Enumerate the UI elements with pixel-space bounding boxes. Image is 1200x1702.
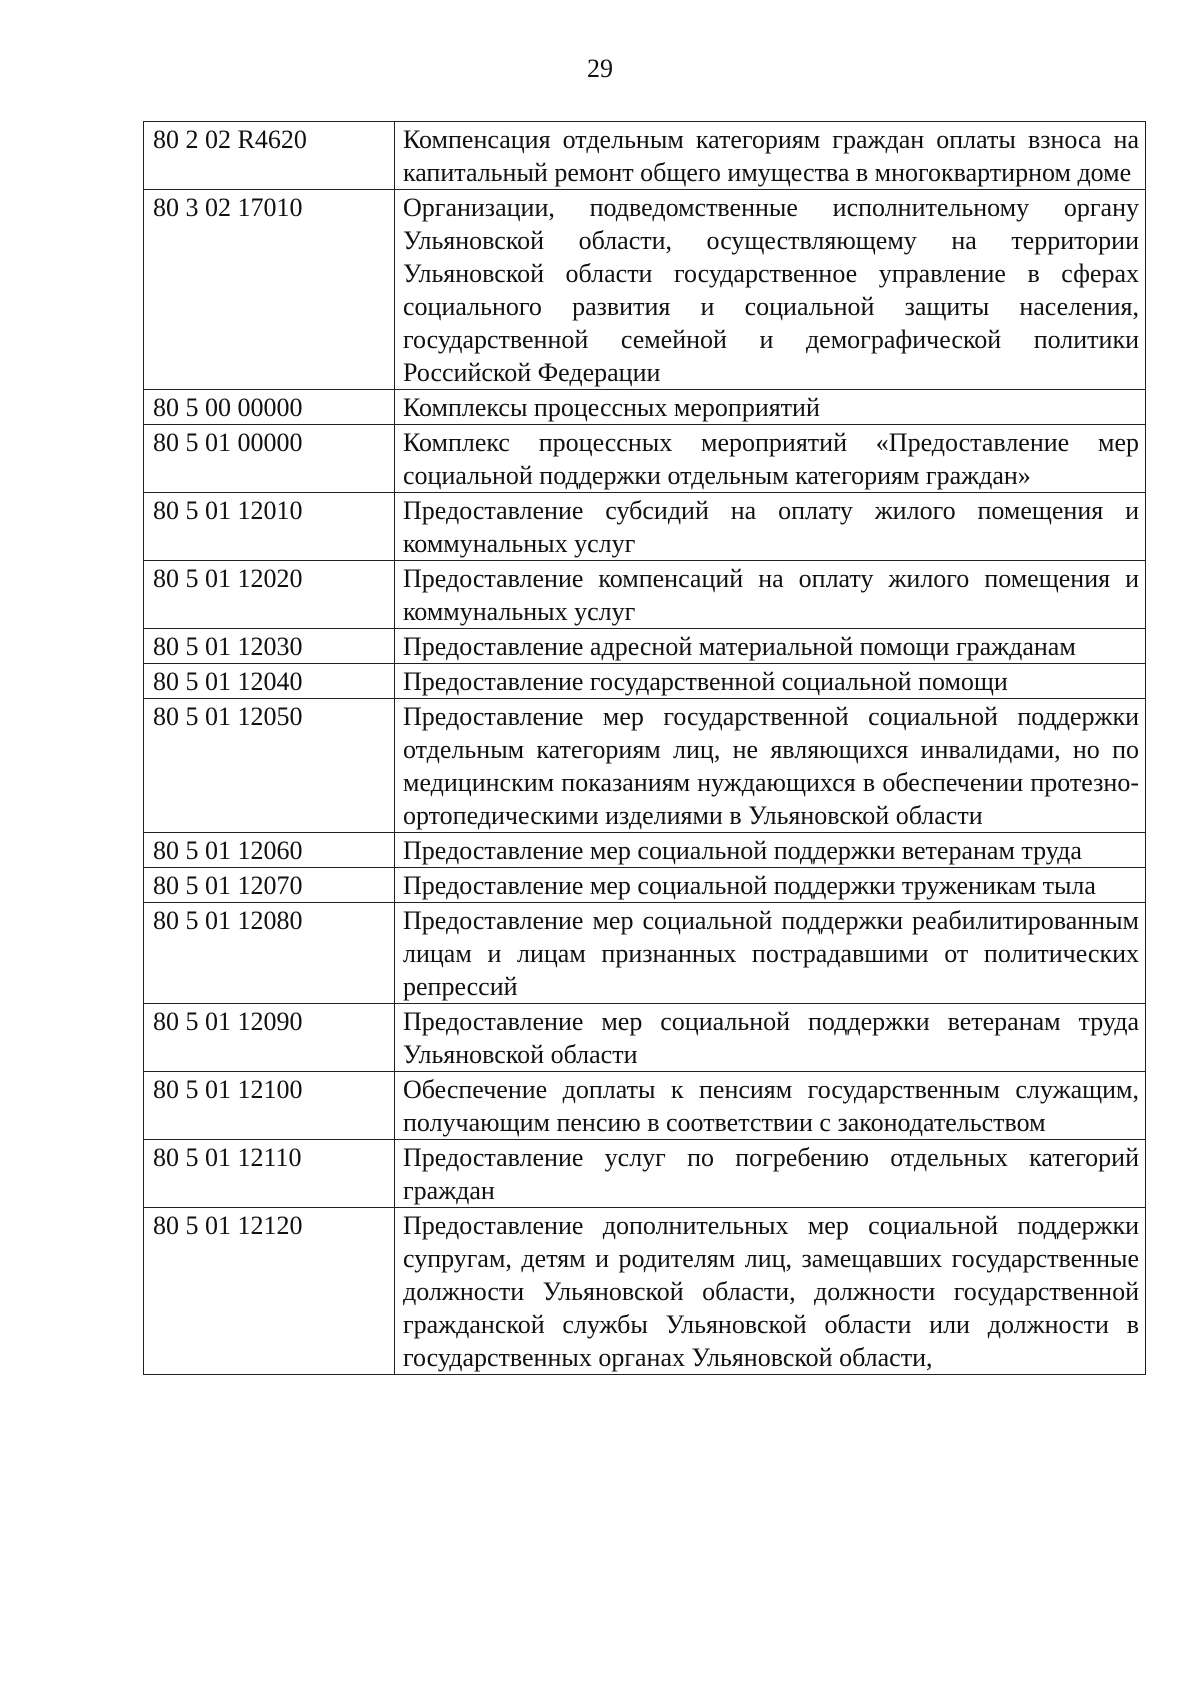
table-row bbox=[144, 833, 1146, 868]
row-description: Предоставление дополнительных мер социальной поддержки супругам, детям и родителям лиц, замещавших государственные должности Ульяновской области, должности государственной гражданской службы Ульяновской области или должности в государственных органах Ульяновской области, bbox=[395, 1208, 1146, 1375]
row-code: 80 5 01 12090 bbox=[144, 1004, 395, 1072]
table-row bbox=[144, 903, 1146, 1004]
row-description: Обеспечение доплаты к пенсиям государственным служащим, получающим пенсию в соответствии с законодательством bbox=[395, 1072, 1146, 1140]
row-code: 80 5 01 00000 bbox=[144, 425, 395, 493]
row-code: 80 5 01 12030 bbox=[144, 629, 395, 664]
row-description: Предоставление мер социальной поддержки ветеранам труда Ульяновской области bbox=[395, 1004, 1146, 1072]
table-row bbox=[144, 561, 1146, 629]
row-description: Предоставление мер социальной поддержки реабилитированным лицам и лицам признанных пострадавшими от политических репрессий bbox=[395, 903, 1146, 1004]
row-description: Предоставление компенсаций на оплату жилого помещения и коммунальных услуг bbox=[395, 561, 1146, 629]
row-description: Компенсация отдельным категориям граждан оплаты взноса на капитальный ремонт общего имущества в многоквартирном доме bbox=[395, 122, 1146, 190]
row-code: 80 5 01 12010 bbox=[144, 493, 395, 561]
table-row bbox=[144, 1072, 1146, 1140]
row-code: 80 5 01 12080 bbox=[144, 903, 395, 1004]
row-code: 80 5 01 12110 bbox=[144, 1140, 395, 1208]
table-row bbox=[144, 1140, 1146, 1208]
row-description: Организации, подведомственные исполнительному органу Ульяновской области, осуществляющему на территории Ульяновской области государственное управление в сферах социального развития и социальной защиты населения, государственной семейной и демографической политики Российской Федерации bbox=[395, 190, 1146, 390]
row-code: 80 5 01 12070 bbox=[144, 868, 395, 903]
row-code: 80 5 00 00000 bbox=[144, 390, 395, 425]
row-code: 80 5 01 12020 bbox=[144, 561, 395, 629]
table-row bbox=[144, 390, 1146, 425]
row-code: 80 5 01 12100 bbox=[144, 1072, 395, 1140]
row-code: 80 5 01 12040 bbox=[144, 664, 395, 699]
row-description: Комплексы процессных мероприятий bbox=[395, 390, 1146, 425]
table-row bbox=[144, 699, 1146, 833]
row-description: Предоставление государственной социальной помощи bbox=[395, 664, 1146, 699]
row-code: 80 5 01 12120 bbox=[144, 1208, 395, 1375]
row-description: Предоставление субсидий на оплату жилого помещения и коммунальных услуг bbox=[395, 493, 1146, 561]
row-description: Комплекс процессных мероприятий «Предоставление мер социальной поддержки отдельным категориям граждан» bbox=[395, 425, 1146, 493]
row-description: Предоставление услуг по погребению отдельных категорий граждан bbox=[395, 1140, 1146, 1208]
table-row bbox=[144, 1004, 1146, 1072]
row-code: 80 5 01 12050 bbox=[144, 699, 395, 833]
row-description: Предоставление мер социальной поддержки ветеранам труда bbox=[395, 833, 1146, 868]
table-row bbox=[144, 190, 1146, 390]
row-code: 80 3 02 17010 bbox=[144, 190, 395, 390]
budget-codes-table bbox=[143, 121, 1146, 1375]
table-row bbox=[144, 425, 1146, 493]
table-row bbox=[144, 664, 1146, 699]
table-row bbox=[144, 1208, 1146, 1375]
table-row bbox=[144, 493, 1146, 561]
page-number: 29 bbox=[587, 54, 613, 83]
row-description: Предоставление мер государственной социальной поддержки отдельным категориям лиц, не являющихся инвалидами, но по медицинским показаниям нуждающихся в обеспечении протезно-ортопедическими изделиями в Ульяновской области bbox=[395, 699, 1146, 833]
table-row bbox=[144, 629, 1146, 664]
table-row bbox=[144, 868, 1146, 903]
row-description: Предоставление мер социальной поддержки труженикам тыла bbox=[395, 868, 1146, 903]
row-description: Предоставление адресной материальной помощи гражданам bbox=[395, 629, 1146, 664]
table-row bbox=[144, 122, 1146, 190]
row-code: 80 5 01 12060 bbox=[144, 833, 395, 868]
row-code: 80 2 02 R4620 bbox=[144, 122, 395, 190]
